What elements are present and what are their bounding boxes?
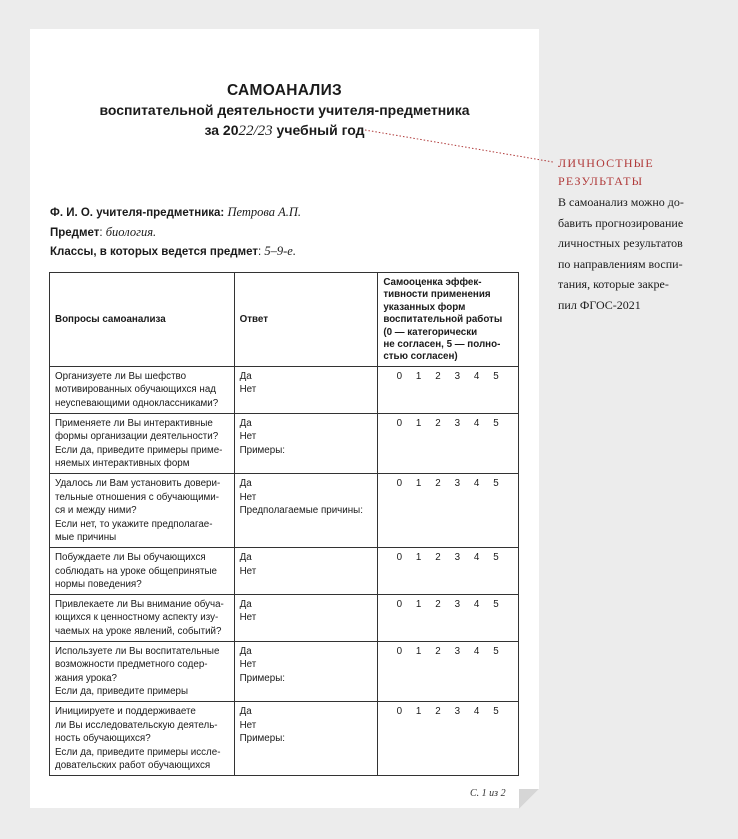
rating-option[interactable]: 4 xyxy=(473,705,480,717)
question-line: возможности предметного содер- xyxy=(55,659,208,671)
rating-option[interactable]: 0 xyxy=(396,598,403,610)
question-line: ющихся к ценностному аспекту изу- xyxy=(55,612,219,624)
question-line: довательских работ обучающихся xyxy=(55,760,211,772)
sidenote-body xyxy=(558,192,728,315)
answer-option: Да xyxy=(239,417,252,429)
table-header-row xyxy=(50,273,519,367)
rating-option[interactable]: 1 xyxy=(415,645,422,657)
rating-cell xyxy=(378,641,519,701)
rating-option[interactable]: 0 xyxy=(396,551,403,563)
answer-option: Примеры: xyxy=(239,444,285,456)
classes-value: 5–9-е. xyxy=(264,244,296,258)
rating-option[interactable]: 0 xyxy=(396,370,403,382)
teacher-value: Петрова А.П. xyxy=(227,205,302,219)
answer-option: Примеры: xyxy=(239,733,285,745)
rating-header-line: (0 — категорически xyxy=(383,326,478,338)
rating-option[interactable]: 0 xyxy=(396,417,403,429)
answer-option: Нет xyxy=(239,431,257,443)
rating-option[interactable]: 4 xyxy=(473,645,480,657)
question-line: мотивированных обучающихся над xyxy=(55,384,216,396)
question-line: Применяете ли Вы интерактивные xyxy=(55,417,213,429)
question-line: Если да, приведите примеры приме- xyxy=(55,444,223,456)
classes-line: Классы, в которых ведется предмет: 5–9-е. xyxy=(50,244,296,258)
rating-option[interactable]: 4 xyxy=(473,417,480,429)
rating-option[interactable]: 3 xyxy=(454,551,461,563)
rating-cell xyxy=(378,474,519,548)
questions-header: Вопросы самоанализа xyxy=(50,273,235,367)
rating-option[interactable]: 1 xyxy=(415,370,422,382)
table-row xyxy=(50,474,519,548)
answer-cell xyxy=(234,366,378,413)
question-line: Привлекаете ли Вы внимание обуча- xyxy=(55,598,224,610)
rating-option[interactable]: 2 xyxy=(435,417,441,429)
rating-option[interactable]: 5 xyxy=(493,417,499,429)
rating-option[interactable]: 1 xyxy=(415,705,422,717)
table-row xyxy=(50,701,519,775)
table-row xyxy=(50,413,519,473)
rating-option[interactable]: 2 xyxy=(435,705,441,717)
classes-label: Классы, в которых ведется предмет xyxy=(50,246,258,258)
rating-option[interactable]: 0 xyxy=(396,645,403,657)
question-cell xyxy=(50,413,235,473)
sidenote-heading xyxy=(558,154,654,190)
rating-option[interactable]: 4 xyxy=(473,478,480,489)
question-line: мые причины xyxy=(55,532,117,544)
rating-header-line: тивности применения xyxy=(383,289,491,301)
rating-option[interactable]: 1 xyxy=(415,417,422,429)
rating-option[interactable]: 5 xyxy=(493,645,499,657)
question-cell xyxy=(50,474,235,548)
question-line: Используете ли Вы воспитательные xyxy=(55,645,220,657)
question-line: жания урока? xyxy=(55,672,117,684)
rating-scale xyxy=(383,370,513,384)
subject-label: Предмет xyxy=(50,227,100,239)
rating-option[interactable]: 1 xyxy=(415,551,422,563)
rating-scale xyxy=(383,645,513,659)
answer-header: Ответ xyxy=(234,273,378,367)
answer-option: Да xyxy=(239,370,252,382)
sidenote-heading-line: ЛИЧНОСТНЫЕ xyxy=(558,156,654,170)
answer-cell xyxy=(234,641,378,701)
document-page xyxy=(30,29,539,808)
question-line: няемых интерактивных форм xyxy=(55,458,190,470)
rating-option[interactable]: 0 xyxy=(396,478,403,489)
rating-option[interactable]: 4 xyxy=(473,370,480,382)
question-line: Организуете ли Вы шефство xyxy=(55,370,187,382)
rating-option[interactable]: 4 xyxy=(473,598,480,610)
rating-header-line: стью согласен) xyxy=(383,351,458,363)
rating-option[interactable]: 2 xyxy=(435,598,441,610)
rating-header-line: Самооценка эффек- xyxy=(383,277,482,288)
rating-option[interactable]: 0 xyxy=(396,705,403,717)
rating-option[interactable]: 3 xyxy=(454,417,461,429)
rating-cell xyxy=(378,701,519,775)
rating-scale xyxy=(383,417,513,431)
answer-cell xyxy=(234,594,378,641)
rating-option[interactable]: 3 xyxy=(454,478,461,489)
rating-cell xyxy=(378,547,519,594)
rating-option[interactable]: 5 xyxy=(493,598,499,610)
rating-cell xyxy=(378,413,519,473)
answer-cell xyxy=(234,474,378,548)
question-line: чаемых на уроке явлений, событий? xyxy=(55,625,222,637)
answer-cell xyxy=(234,547,378,594)
sidenote-body-line: личностных результатов xyxy=(558,236,683,250)
sidenote-body-line: бавить прогнозирование xyxy=(558,215,684,230)
question-line: тельные отношения с обучающими- xyxy=(55,491,220,503)
answer-option: Нет xyxy=(239,612,257,624)
rating-option[interactable]: 5 xyxy=(493,705,499,717)
rating-scale xyxy=(383,598,513,612)
teacher-line xyxy=(50,205,301,220)
rating-scale xyxy=(383,477,513,491)
rating-option[interactable]: 2 xyxy=(435,478,441,489)
rating-option[interactable]: 5 xyxy=(493,478,499,489)
question-line: Если да, приведите примеры иссле- xyxy=(55,746,221,758)
page-number: С. 1 из 2 xyxy=(470,788,506,799)
table-body xyxy=(50,366,519,775)
answer-option: Нет xyxy=(239,659,257,671)
year-prefix: за 20 xyxy=(204,122,239,138)
table-row xyxy=(50,366,519,413)
question-line: Удалось ли Вам установить довери- xyxy=(55,478,221,489)
question-line: Инициируете и поддерживаете xyxy=(55,705,196,717)
answer-option: Предполагаемые причины: xyxy=(239,505,363,517)
answer-option: Да xyxy=(239,551,252,563)
rating-header-line: воспитательной работы xyxy=(383,314,503,326)
question-cell xyxy=(50,366,235,413)
self-analysis-table xyxy=(49,272,519,776)
rating-scale xyxy=(383,551,513,565)
sidenote-heading-line: РЕЗУЛЬТАТЫ xyxy=(558,174,644,188)
sidenote-body-line: по направлениям воспи- xyxy=(558,256,683,271)
question-line: Побуждаете ли Вы обучающихся xyxy=(55,551,206,563)
page-corner-fold xyxy=(519,789,539,809)
rating-header-line: не согласен, 5 — полно- xyxy=(383,339,501,351)
question-cell xyxy=(50,547,235,594)
sidenote-body-line: тания, которые закре- xyxy=(558,277,669,291)
answer-option: Да xyxy=(239,645,252,657)
rating-header-text xyxy=(383,277,513,364)
rating-cell xyxy=(378,594,519,641)
table-row xyxy=(50,641,519,701)
year-suffix: учебный год xyxy=(272,122,365,138)
question-line: Если нет, то укажите предполагае- xyxy=(55,518,213,530)
answer-option: Нет xyxy=(239,565,257,577)
document-title: САМОАНАЛИЗ xyxy=(226,82,343,99)
rating-cell xyxy=(378,366,519,413)
rating-option[interactable]: 2 xyxy=(435,551,441,563)
rating-header xyxy=(378,273,519,367)
table-row xyxy=(50,547,519,594)
question-cell xyxy=(50,641,235,701)
answer-option: Да xyxy=(239,705,252,717)
answer-option: Нет xyxy=(239,491,257,503)
rating-option[interactable]: 5 xyxy=(493,370,499,382)
answer-option: Да xyxy=(239,598,252,610)
question-line: ность обучающихся? xyxy=(55,733,151,745)
sidenote-body-line: пил ФГОС-2021 xyxy=(558,297,641,312)
question-line: соблюдать на уроке общепринятые xyxy=(55,565,217,577)
table-row xyxy=(50,594,519,641)
subject-value: биология. xyxy=(105,225,157,239)
answer-option: Нет xyxy=(239,384,257,396)
rating-option[interactable]: 3 xyxy=(454,645,461,657)
year-italic: 22/23 xyxy=(238,123,273,139)
rating-option[interactable]: 4 xyxy=(473,551,480,563)
document-subtitle: воспитательной деятельности учителя-предметника xyxy=(99,102,470,118)
rating-option[interactable]: 1 xyxy=(415,478,422,489)
question-line: Если да, приведите примеры xyxy=(55,686,189,698)
rating-option[interactable]: 3 xyxy=(454,705,461,717)
sidenote-body-line: В самоанализ можно до- xyxy=(558,195,684,209)
question-line: нормы поведения? xyxy=(55,579,142,591)
rating-option[interactable]: 1 xyxy=(415,598,422,610)
question-cell xyxy=(50,594,235,641)
answer-option: Примеры: xyxy=(239,672,285,684)
question-line: ли Вы исследовательскую деятель- xyxy=(55,719,218,731)
question-cell xyxy=(50,701,235,775)
answer-cell xyxy=(234,413,378,473)
rating-option[interactable]: 2 xyxy=(435,645,441,657)
rating-option[interactable]: 3 xyxy=(454,370,461,382)
answer-option: Да xyxy=(239,478,252,489)
question-line: формы организации деятельности? xyxy=(55,431,219,443)
rating-option[interactable]: 2 xyxy=(435,370,441,382)
rating-scale xyxy=(383,705,513,719)
question-line: неуспевающими одноклассниками? xyxy=(55,398,219,410)
academic-year xyxy=(30,122,539,140)
rating-option[interactable]: 3 xyxy=(454,598,461,610)
subject-line: Предмет: биология. xyxy=(50,225,157,239)
rating-header-line: указанных форм xyxy=(383,301,466,313)
rating-option[interactable]: 5 xyxy=(493,551,499,563)
teacher-label: Ф. И. О. учителя-предметника: xyxy=(50,207,225,219)
question-line: ся и между ними? xyxy=(55,505,137,517)
answer-cell xyxy=(234,701,378,775)
answer-option: Нет xyxy=(239,719,257,731)
